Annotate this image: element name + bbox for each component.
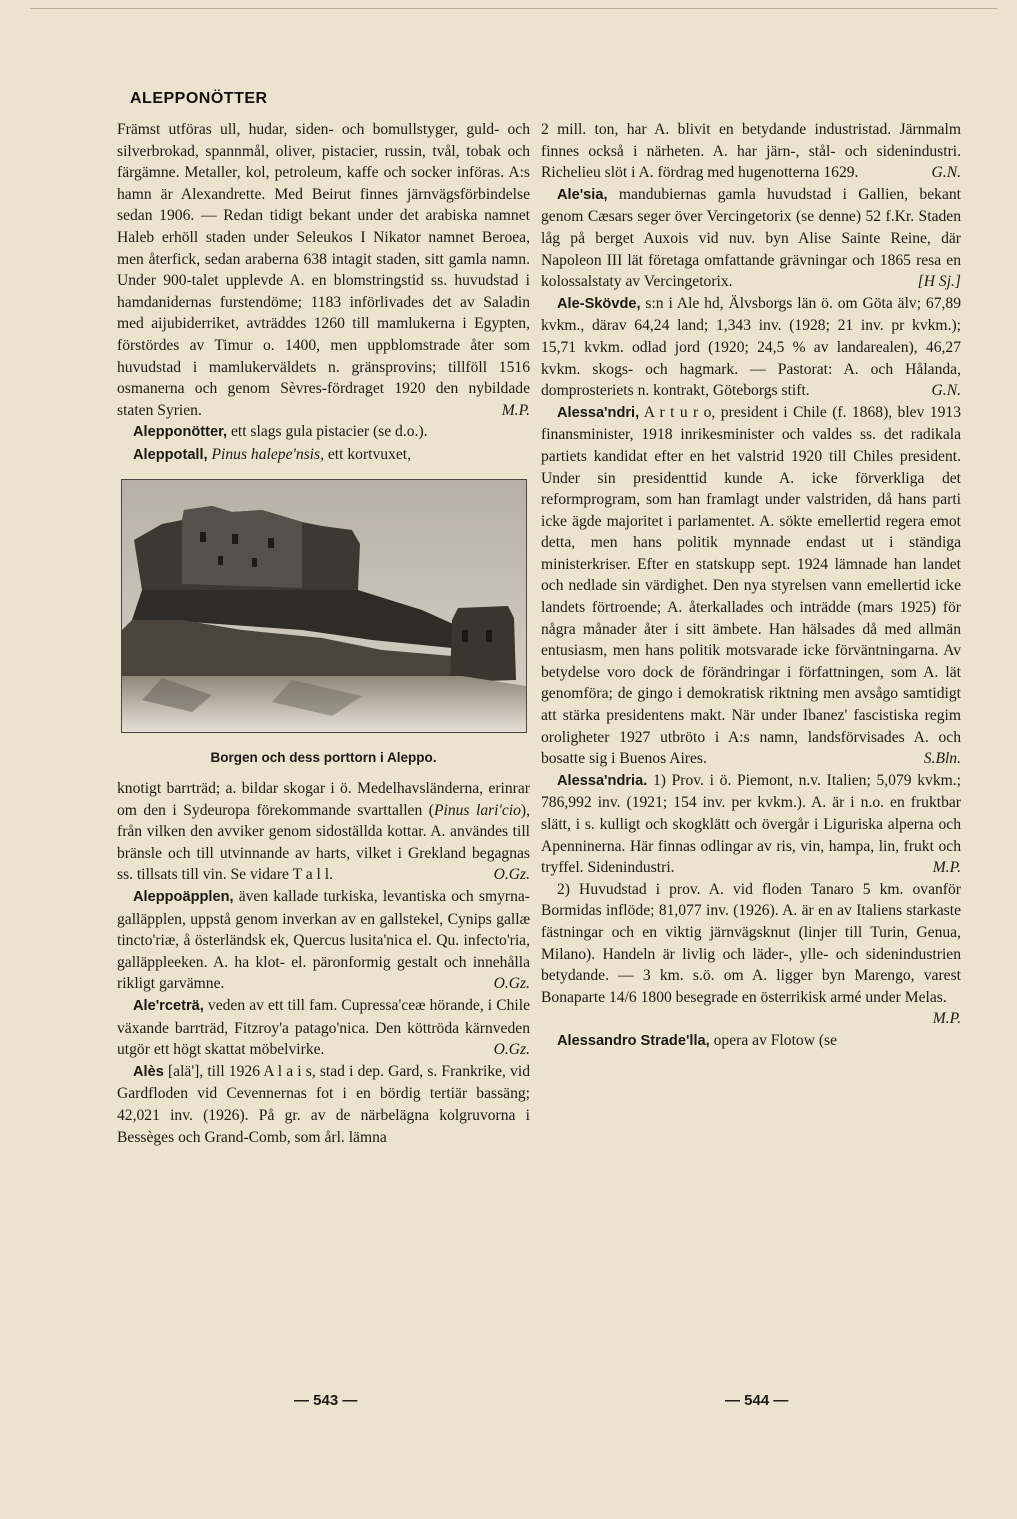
entry-alercetra: [117, 995, 530, 1061]
figure: [117, 479, 530, 769]
page-number-left: — 543 —: [294, 1392, 358, 1409]
latin-name: Pinus halepe'nsis,: [211, 445, 324, 463]
entry-ales-continued: [541, 119, 961, 184]
entry-text: s:n i Ale hd, Älvsborgs län ö. om Göta älv; 67,89 kvkm., därav 64,24 land; 1,343 inv. (1928; 21 inv. pr kvkm.); 15,71 kvkm. odlad jord (1920; 24,5 % av landarealen), 46,27 kvkm. skogs- och hagmark. — Pastorat: A. och Hålanda, domprosteriets n. kontrakt, Göteborgs stift.: [541, 294, 961, 400]
headword: Alès: [133, 1063, 164, 1080]
photo-aleppo-citadel: [121, 479, 527, 733]
entry-text: [alä'], till 1926 A l a i s, stad i dep. Gard, s. Frankrike, vid Gardfloden vid Cevennernas fot i en bördig tertiär bassäng; 42,021 inv. (1926). På gr. av de närbelägna kolgruvorna i Bessèges och Grand-Comb, som årl. lämna: [117, 1062, 530, 1146]
signature: G.N.: [931, 164, 961, 182]
top-rule: [30, 8, 997, 9]
entry-text: ett slags gula pistacier (se d.o.).: [227, 423, 428, 441]
citadel-illustration: [122, 480, 526, 732]
intro-text: Främst utföras ull, hudar, siden- och bomullstyger, guld- och silverbrokad, spannmål, oliver, pistacier, russin, tvål, tobak och färgämne. Metaller, kol, petroleum, kaffe och socker införas. A:s hamn är Alexandrette. Med Beirut finnes järnvägsförbindelse sedan 1906. — Redan tidigt bekant under det arabiska namnet Haleb erhöll staden under Seleukos I Nikator namnet Beroea, men återfick, sedan araberna 638 intagit staden, sitt gamla namn. Under 900-talet upplevde A. en blomstringstid ss. huvudstad i hamdanidernas furstendöme; 1183 införlivades det av Saladin med aijubiderriket, avträddes 1260 till mamlukerna i Egypten, förstördes av Timur o. 1400, men uppblomstrade åter som huvudstad i mamlukerväldets n. gränsprovins; tillföll 1516 osmanerna och genom Sèvres-fördraget 1920 den nybildade staten Syrien.: [117, 121, 530, 419]
entry-alessandri: [541, 402, 961, 770]
signature: O.Gz.: [493, 866, 530, 884]
entry-text: knotigt barrträd; a. bildar skogar i ö. Medelhavsländerna, erinrar om den i Sydeuropa förekommande svarttallen (: [117, 780, 530, 819]
headword: Ale'sia,: [557, 186, 608, 203]
entry-aleppotall-continued: [117, 778, 530, 886]
headword: Aleppotall,: [133, 446, 208, 463]
entry-text: även kallade turkiska, levantiska och smyrna-galläpplen, uppstå genom inverkan av en gallstekel, Cynips gallæ tincto'riæ, å österländsk ek, Quercus lusita'nica el. Qu. infecto'ria, galläppleeken. A. ha klot- el. päronformig gestalt och innehålla rikligt garvämne.: [117, 888, 530, 993]
entry-aleppotall: [117, 444, 530, 467]
signature: O.Gz.: [493, 975, 530, 993]
entry-text: 2) Huvudstad i prov. A. vid floden Tanaro 5 km. ovanför Bormidas inflöde; 81,077 inv. (1926). A. är en av Italiens starkaste fästningar och en viktig järnvägsknut (linjer till Turin, Genua, Milano). Handeln är livlig och läder-, ylle- och sidenindustrien betydande. — 3 km. s.ö. om A. ligger byn Marengo, varest Bonaparte 14/6 1800 besegrade en österrikisk armé under Melas.: [541, 880, 961, 1006]
signature: M.P.: [932, 859, 961, 877]
latin-name: Pinus lari'cio: [433, 801, 521, 819]
headword: Alessa'ndria.: [557, 772, 648, 789]
headword: Alepponötter,: [133, 424, 228, 441]
headword: Alessa'ndri,: [557, 404, 640, 421]
entry-ales: [117, 1061, 530, 1148]
headword: Ale-Skövde,: [557, 295, 641, 312]
headword: Aleppoäpplen,: [133, 889, 234, 906]
headword: Alessandro Strade'lla,: [557, 1032, 710, 1049]
intro-paragraph: [117, 119, 530, 421]
running-head: ALEPPONÖTTER: [130, 90, 268, 107]
entry-alessandria-2: [541, 879, 961, 1030]
entry-text: 2 mill. ton, har A. blivit en betydande industristad. Järnmalm finnes också i närheten. A. har järn-, stål- och sidenindustri. Richelieu slöt i A. fördrag med hugenotterna 1629.: [541, 121, 961, 182]
entry-text: mandubiernas gamla huvudstad i Gallien, bekant genom Cæsars seger över Vercingetorix (se denne) 52 f.Kr. Staden låg på berget Auxois vid nuv. byn Alise Sainte Reine, där Napoleon III lät företaga omfattande grävningar och 1865 resa en kolossalstaty av Vercingetorix.: [541, 185, 961, 291]
entry-text: ett kortvuxet,: [323, 445, 412, 463]
entry-alessandro-stradella: [541, 1030, 961, 1053]
entry-alepponotter: [117, 421, 530, 444]
signature: M.P.: [932, 1010, 961, 1028]
entry-alessandria: [541, 770, 961, 879]
entry-text: veden av ett till fam. Cupressa'ceæ hörande, i Chile växande barrträd, Fitzroy'a patago'nica. Den köttröda kärnveden utgör ett högt skattat möbelvirke.: [117, 997, 530, 1059]
page-number-right: — 544 —: [725, 1392, 789, 1409]
entry-ale-skovde: [541, 293, 961, 402]
signature: M.P.: [501, 401, 530, 419]
entry-text: ), från vilken den avviker genom sidoställda kottar. A. användes till bränsle och till utvinnande av harts, vilket i Grekland begagnas ss. tillsats till vin. Se vidare T a l l.: [117, 801, 530, 884]
headword: Ale'rceträ,: [133, 998, 204, 1015]
right-column: [541, 119, 961, 1053]
entry-aleppoapplen: [117, 886, 530, 995]
signature: S.Bln.: [923, 750, 961, 768]
signature: G.N.: [931, 382, 961, 400]
entry-text: opera av Flotow (se: [709, 1031, 838, 1049]
left-column: [117, 119, 530, 1148]
entry-alesia: [541, 184, 961, 293]
signature: [H Sj.]: [917, 273, 961, 291]
figure-caption: Borgen och dess porttorn i Aleppo.: [210, 749, 437, 765]
signature: O.Gz.: [493, 1041, 530, 1059]
entry-text: A r t u r o, president i Chile (f. 1868), blev 1913 finansminister, 1918 inrikesminister och valdes ss. det radikala partiets kandidat efter en het valstrid 1920 till Chiles president. Under sin presidenttid kunde A. icke förverkliga det reformprogram, som han framlagt under valstriden, då hans parti icke ägde majoritet i parlamentet. A. sökte emellertid regera emot detta, men hans politik mynnade endast ut i ständiga ministerkriser. Efter en statskupp sept. 1924 lämnade han landet och nedlade sin värdighet. Den nya styrelsen vann emellertid icke landets förtroende; A. återkallades och inträdde (mars 1925) för några månader åter i sitt ämbete. Han hälsades då med allmän entusiasm, men hans politik motsvarade icke förväntningarna. Av betydelse voro dock de förändringar i författningen, som A. lät genomföra; de gingo i demokratisk riktning men avsågo samtidigt att stärka presidentens makt. När under Ibanez' fascistiska regim oroligheter 1927 utbröto i A:s namn, landsförvisades A. och bosatte sig i Buenos Aires.: [541, 403, 961, 768]
entry-text: 1) Prov. i ö. Piemont, n.v. Italien; 5,079 kvkm.; 786,992 inv. (1921; 154 inv. per kvkm.). A. är i n.o. en fruktbar slätt, i s. kulligt och skogklätt och övergår i Liguriska alperna och Apenninerna. Här finnas odlingar av ris, vin, hampa, lin, frukt och tryffel. Sidenindustri.: [541, 771, 961, 877]
